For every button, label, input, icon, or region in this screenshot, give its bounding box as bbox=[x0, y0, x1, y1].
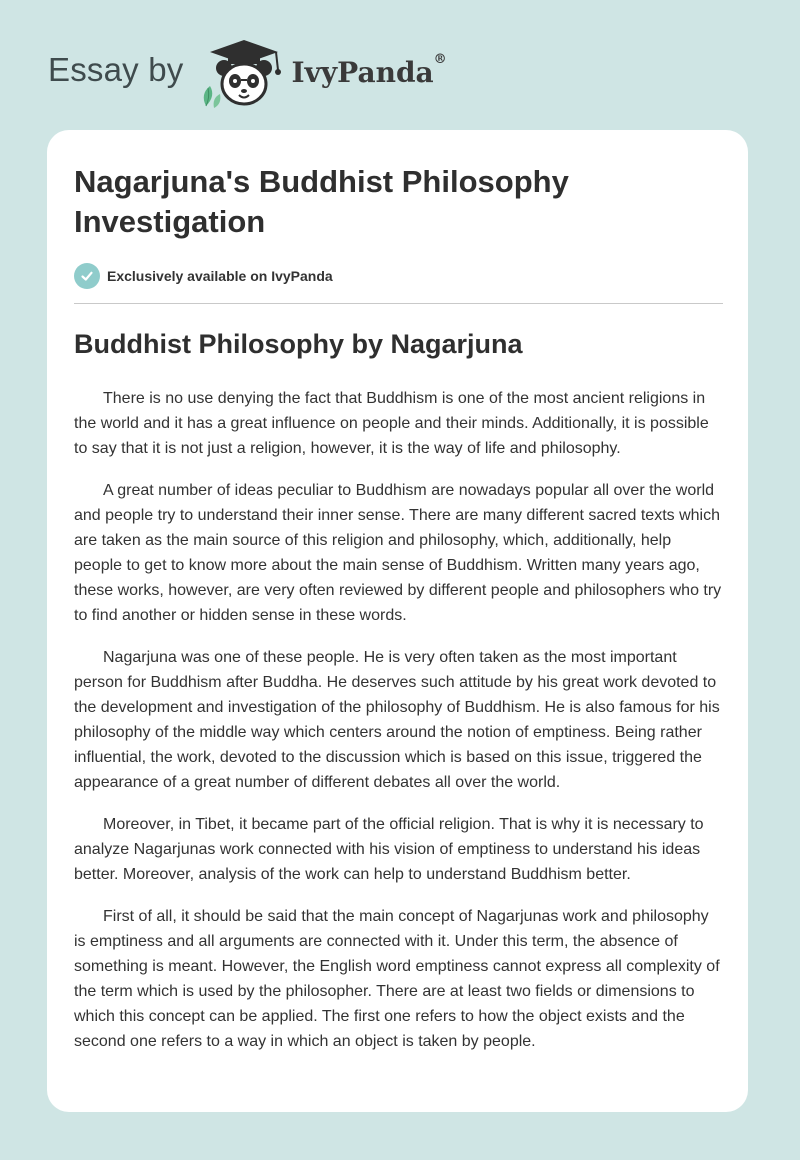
paragraph: Nagarjuna was one of these people. He is very often taken as the most important person for Buddhism after Buddha. He deserves such attitude by his great work devoted to the development and investigation of the philosophy of Buddhism. He is also famous for his philosophy of the middle way which centers around the notion of emptiness. Being rather influential, the work, devoted to the discussion which is based on this issue, triggered the appearance of a great number of different debates all over the world. bbox=[74, 649, 720, 791]
paragraph: Moreover, in Tibet, it became part of the official religion. That is why it is necessary to analyze Nagarjunas work connected with his vision of emptiness to understand his ideas better. Moreover, analysis of the work can help to understand Buddhism better. bbox=[74, 816, 704, 883]
essay-body bbox=[74, 386, 723, 1071]
badge-text: Exclusively available on IvyPanda bbox=[107, 268, 333, 284]
essay-by-label: Essay by bbox=[48, 51, 184, 88]
page-title: Nagarjuna's Buddhist Philosophy Investigation bbox=[74, 164, 569, 239]
panda-graduate-icon bbox=[198, 36, 290, 110]
brand-header[interactable] bbox=[48, 36, 447, 110]
exclusive-badge bbox=[74, 263, 333, 289]
paragraph: First of all, it should be said that the main concept of Nagarjunas work and philosophy is emptiness and all arguments are connected with it. Under this term, the absence of something is meant. However, the English word emptiness cannot express all complexity of the term which is used by the philosopher. There are at least two fields or dimensions to which this concept can be applied. The first one refers to how the object exists and the second one refers to a way in which an object is taken by people. bbox=[74, 908, 720, 1050]
check-icon bbox=[74, 263, 100, 289]
paragraph: A great number of ideas peculiar to Buddhism are nowadays popular all over the world and people try to understand their inner sense. There are many different sacred texts which are taken as the main source of this religion and philosophy, which, additionally, help people to get to know more about the main sense of Buddhism. Written many years ago, these works, however, are very often reviewed by different people and philosophers who try to find another or hidden sense in these words. bbox=[74, 482, 722, 624]
brand-name: IvyPanda® bbox=[291, 51, 447, 89]
section-title: Buddhist Philosophy by Nagarjuna bbox=[74, 329, 523, 359]
divider bbox=[74, 303, 723, 304]
paragraph: There is no use denying the fact that Buddhism is one of the most ancient religions in the world and it has a great influence on people and their minds. Additionally, it is possible to say that it is not just a religion, however, it is the way of life and philosophy. bbox=[74, 390, 709, 457]
essay-card bbox=[47, 130, 748, 1112]
